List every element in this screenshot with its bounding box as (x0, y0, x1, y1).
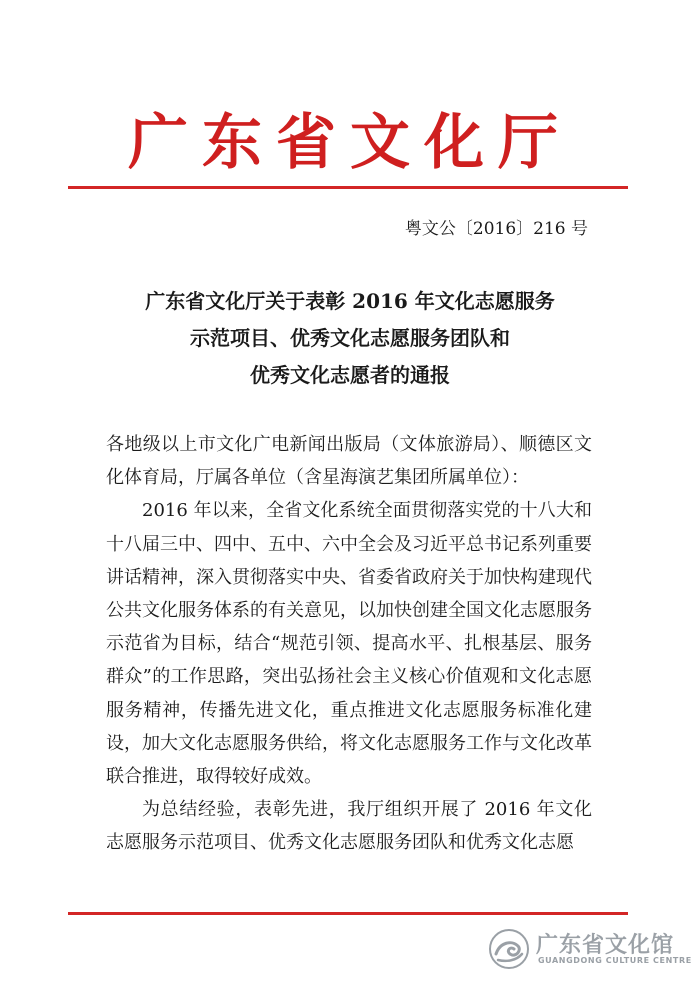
letterhead-title: 广东省文化厅 (128, 108, 572, 178)
watermark (478, 918, 693, 978)
body-paragraph-2: 为总结经验，表彰先进，我厅组织开展了 2016 年文化志愿服务示范项目、优秀文化志愿服务团队和优秀文化志愿 (106, 799, 592, 854)
document-title (0, 283, 700, 394)
document-body (106, 428, 592, 860)
title-line-2: 示范项目、优秀文化志愿服务团队和 (190, 326, 510, 350)
body-paragraph-1: 2016 年以来，全省文化系统全面贯彻落实党的十八大和十八届三中、四中、五中、六中全会及习近平总书记系列重要讲话精神，深入贯彻落实中央、省委省政府关于加快构建现代公共文化服务体系的有关意见，以加快创建全国文化志愿服务示范省为目标，结合“规范引领、提高水平、扎根基层、服务群众”的工作思路，突出弘扬社会主义核心价值观和文化志愿服务精神，传播先进文化，重点推进文化志愿服务标准化建设，加大文化志愿服务供给，将文化志愿服务工作与文化改革联合推进，取得较好成效。 (106, 500, 592, 788)
watermark-subtitle: GUANGDONG CULTURE CENTRE (538, 956, 692, 965)
red-divider-bottom (68, 912, 628, 915)
addressee: 各地级以上市文化广电新闻出版局（文体旅游局）、顺德区文化体育局，厅属各单位（含星海演艺集团所属单位）： (106, 434, 592, 489)
wave-swirl-logo-icon (488, 928, 530, 970)
title-line-3: 优秀文化志愿者的通报 (250, 363, 450, 387)
red-divider-top (68, 186, 628, 189)
document-number: 粤文公〔2016〕216 号 (404, 219, 588, 239)
title-line-1: 广东省文化厅关于表彰 2016 年文化志愿服务 (145, 289, 555, 313)
watermark-name: 广东省文化馆 (536, 933, 675, 958)
